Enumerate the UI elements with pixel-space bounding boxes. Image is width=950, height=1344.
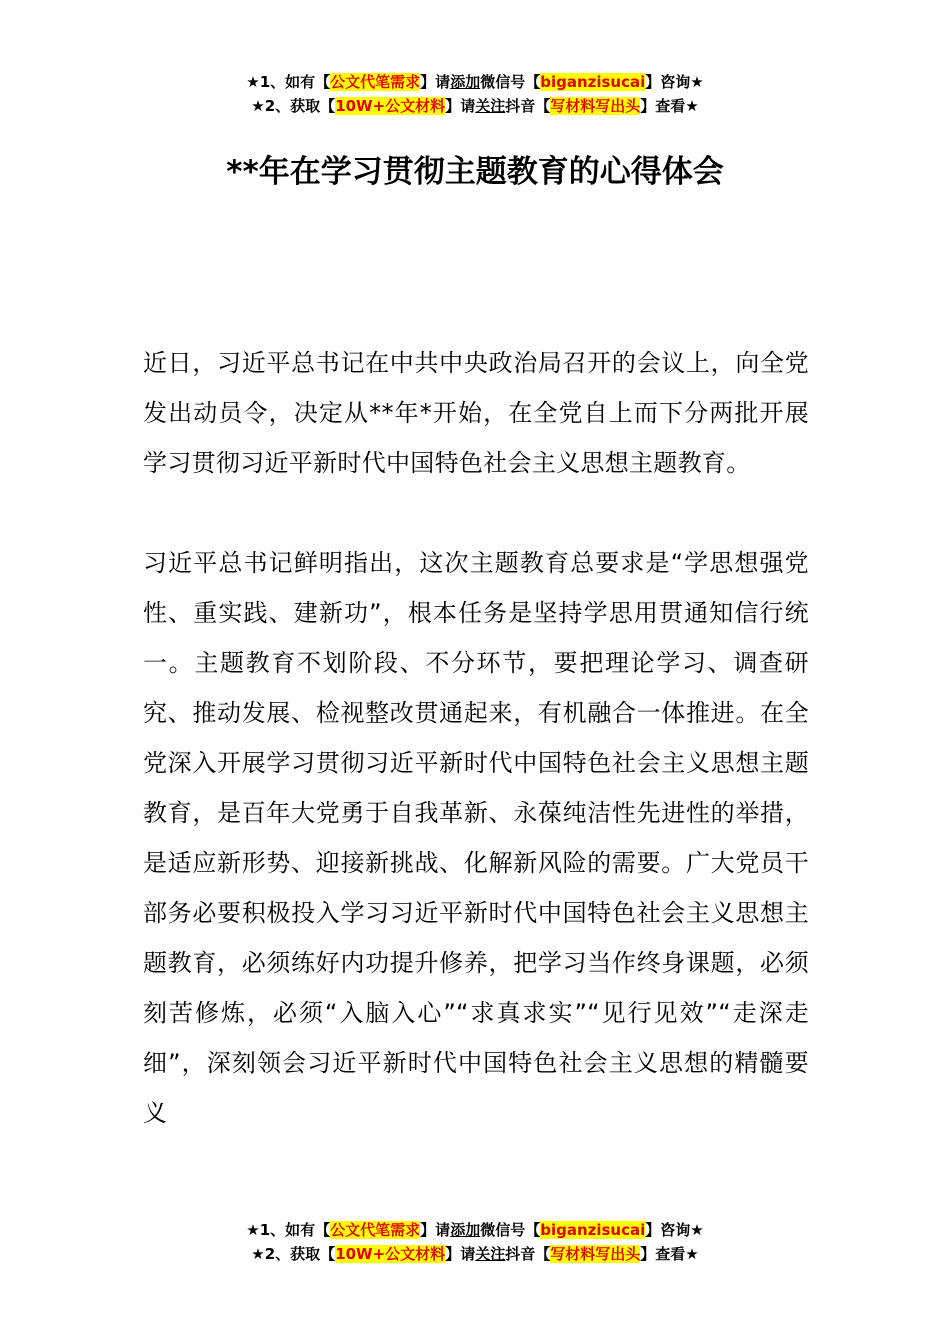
promo-line-2: ★2、获取【10W+公文材料】请关注抖音【写材料写出头】查看★ bbox=[251, 1245, 699, 1263]
promo-highlight: 10W+公文材料 bbox=[335, 1245, 446, 1263]
wechat-id-highlight: biganzisucai bbox=[540, 73, 646, 91]
promo-highlight: 公文代笔需求 bbox=[330, 1221, 421, 1239]
header-promo-banner bbox=[0, 70, 950, 118]
promo-emphasis: 添加 bbox=[450, 1221, 481, 1239]
footer-promo-banner bbox=[0, 1218, 950, 1266]
promo-line-2: ★2、获取【10W+公文材料】请关注抖音【写材料写出头】查看★ bbox=[251, 97, 699, 115]
wechat-id-highlight: biganzisucai bbox=[540, 1221, 646, 1239]
body-paragraph: 习近平总书记鲜明指出，这次主题教育总要求是“学思想强党性、重实践、建新功”，根本任务是坚持学思用贯通知信行统一。主题教育不划阶段、不分环节，要把理论学习、调查研究、推动发展、检视整改贯通起来，有机融合一体推进。在全党深入开展学习贯彻习近平新时代中国特色社会主义思想主题教育，是百年大党勇于自我革新、永葆纯洁性先进性的举措，是适应新形势、迎接新挑战、化解新风险的需要。广大党员干部务必要积极投入学习习近平新时代中国特色社会主义思想主题教育，必须练好内功提升修养，把学习当作终身课题，必须刻苦修炼，必须“入脑入心”“求真求实”“见行见效”“走深走细”，深刻领会习近平新时代中国特色社会主义思想的精髓要义 bbox=[143, 549, 809, 1127]
body-paragraph: 近日，习近平总书记在中共中央政治局召开的会议上，向全党发出动员令，决定从**年*开始，在全党自上而下分两批开展学习贯彻习近平新时代中国特色社会主义思想主题教育。 bbox=[143, 349, 809, 477]
promo-highlight: 公文代笔需求 bbox=[330, 73, 421, 91]
promo-emphasis: 关注 bbox=[475, 97, 506, 115]
douyin-account-highlight: 写材料写出头 bbox=[550, 1245, 641, 1263]
promo-highlight: 10W+公文材料 bbox=[335, 97, 446, 115]
promo-line-1: ★1、如有【公文代笔需求】请添加微信号【biganzisucai】咨询★ bbox=[246, 73, 704, 91]
promo-line-1: ★1、如有【公文代笔需求】请添加微信号【biganzisucai】咨询★ bbox=[246, 1221, 704, 1239]
douyin-account-highlight: 写材料写出头 bbox=[550, 97, 641, 115]
promo-emphasis: 添加 bbox=[450, 73, 481, 91]
document-body bbox=[143, 338, 809, 1188]
promo-emphasis: 关注 bbox=[475, 1245, 506, 1263]
document-title: **年在学习贯彻主题教育的心得体会 bbox=[226, 154, 724, 190]
